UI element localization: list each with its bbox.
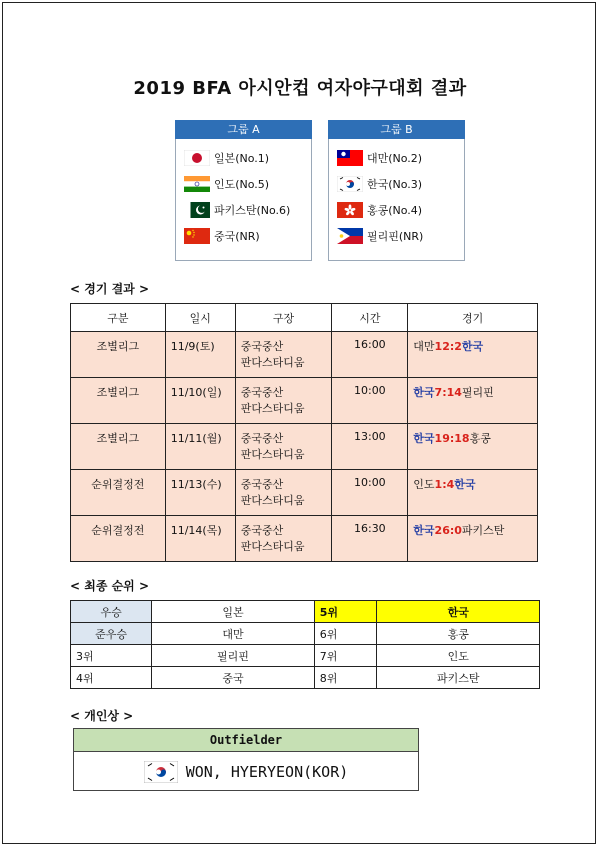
taiwan-flag-icon xyxy=(337,150,363,166)
team-label: 중국(NR) xyxy=(214,230,260,243)
header-time: 시간 xyxy=(332,304,408,332)
header-date: 일시 xyxy=(165,304,235,332)
cell-venue xyxy=(235,378,332,424)
group-a-header: 그룹 A xyxy=(175,120,312,139)
cell-venue xyxy=(235,332,332,378)
cell-date: 11/14(목) xyxy=(165,516,235,562)
rank-label: 8위 xyxy=(314,667,377,689)
cell-type: 조별리그 xyxy=(71,378,166,424)
award-category: Outfielder xyxy=(74,729,418,752)
team-philippines xyxy=(329,223,464,249)
cell-match xyxy=(408,378,538,424)
rank-team: 필리핀 xyxy=(152,645,315,667)
rank-team: 한국 xyxy=(377,601,540,623)
team-label: 인도(No.5) xyxy=(214,178,270,191)
award-winner xyxy=(74,752,418,791)
rank-label: 3위 xyxy=(71,645,152,667)
header-match: 경기 xyxy=(408,304,538,332)
rank-team: 대만 xyxy=(152,623,315,645)
cell-date: 11/10(일) xyxy=(165,378,235,424)
score: 19:18 xyxy=(434,432,470,445)
team-pakistan xyxy=(176,197,311,223)
results-heading: < 경기 결과 > xyxy=(70,282,150,296)
team1: 한국 xyxy=(413,432,435,445)
score: 26:0 xyxy=(434,524,462,537)
cell-time: 16:00 xyxy=(332,332,408,378)
table-row xyxy=(71,470,538,516)
rank-label: 우승 xyxy=(71,601,152,623)
rank-team: 인도 xyxy=(377,645,540,667)
group-a-box xyxy=(175,120,312,262)
team-korea xyxy=(329,171,464,197)
venue-line2: 판다스타디움 xyxy=(240,540,305,553)
philippines-flag-icon xyxy=(337,228,363,244)
rank-label: 4위 xyxy=(71,667,152,689)
award-heading: < 개인상 > xyxy=(70,709,134,723)
venue-line1: 중국중산 xyxy=(240,432,284,445)
cell-type: 순위결정전 xyxy=(71,516,166,562)
cell-match xyxy=(408,470,538,516)
score: 7:14 xyxy=(434,386,462,399)
cell-date: 11/13(수) xyxy=(165,470,235,516)
table-row xyxy=(71,623,540,645)
cell-match xyxy=(408,424,538,470)
team1: 대만 xyxy=(413,340,435,353)
team-japan xyxy=(176,145,311,171)
rank-label: 7위 xyxy=(314,645,377,667)
rank-label: 준우승 xyxy=(71,623,152,645)
india-flag-icon xyxy=(184,176,210,192)
pakistan-flag-icon xyxy=(184,202,210,218)
table-row xyxy=(71,667,540,689)
korea-flag-icon xyxy=(144,761,178,783)
team-label: 홍콩(No.4) xyxy=(367,204,423,217)
korea-flag-icon xyxy=(337,176,363,192)
results-table xyxy=(70,303,538,562)
score: 1:4 xyxy=(434,478,455,491)
page-title: 2019 BFA 아시안컵 여자야구대회 결과 xyxy=(133,78,467,99)
china-flag-icon xyxy=(184,228,210,244)
venue-line1: 중국중산 xyxy=(240,340,284,353)
cell-date: 11/11(월) xyxy=(165,424,235,470)
team2: 파키스탄 xyxy=(461,524,505,537)
group-b-header: 그룹 B xyxy=(328,120,465,139)
team2: 필리핀 xyxy=(461,386,494,399)
team1: 한국 xyxy=(413,524,435,537)
team-hongkong xyxy=(329,197,464,223)
cell-time: 10:00 xyxy=(332,378,408,424)
cell-time: 10:00 xyxy=(332,470,408,516)
team2: 한국 xyxy=(454,478,476,491)
rank-team: 중국 xyxy=(152,667,315,689)
rank-label: 5위 xyxy=(314,601,377,623)
table-row xyxy=(71,601,540,623)
group-b-box xyxy=(328,120,465,262)
venue-line2: 판다스타디움 xyxy=(240,494,305,507)
team-label: 대만(No.2) xyxy=(367,152,423,165)
venue-line1: 중국중산 xyxy=(240,524,284,537)
standings-heading: < 최종 순위 > xyxy=(70,579,150,593)
team-label: 일본(No.1) xyxy=(214,152,270,165)
cell-match xyxy=(408,332,538,378)
venue-line1: 중국중산 xyxy=(240,386,284,399)
header-type: 구분 xyxy=(71,304,166,332)
venue-line1: 중국중산 xyxy=(240,478,284,491)
table-row xyxy=(71,378,538,424)
score: 12:2 xyxy=(434,340,462,353)
cell-type: 순위결정전 xyxy=(71,470,166,516)
table-row xyxy=(71,645,540,667)
team1: 인도 xyxy=(413,478,435,491)
hongkong-flag-icon xyxy=(337,202,363,218)
results-header-row xyxy=(71,304,538,332)
award-box xyxy=(73,728,419,791)
team2: 한국 xyxy=(461,340,484,353)
venue-line2: 판다스타디움 xyxy=(240,402,305,415)
cell-match xyxy=(408,516,538,562)
team-taiwan xyxy=(329,145,464,171)
team2: 홍콩 xyxy=(469,432,491,445)
rank-team: 홍콩 xyxy=(377,623,540,645)
table-row xyxy=(71,332,538,378)
cell-time: 13:00 xyxy=(332,424,408,470)
team-label: 필리핀(NR) xyxy=(367,230,424,243)
standings-table xyxy=(70,600,540,689)
team1: 한국 xyxy=(413,386,435,399)
cell-type: 조별리그 xyxy=(71,332,166,378)
cell-date: 11/9(토) xyxy=(165,332,235,378)
cell-type: 조별리그 xyxy=(71,424,166,470)
cell-venue xyxy=(235,516,332,562)
venue-line2: 판다스타디움 xyxy=(240,448,305,461)
cell-venue xyxy=(235,470,332,516)
team-label: 파키스탄(No.6) xyxy=(214,204,291,217)
cell-venue xyxy=(235,424,332,470)
team-china xyxy=(176,223,311,249)
venue-line2: 판다스타디움 xyxy=(240,356,305,369)
rank-team: 일본 xyxy=(152,601,315,623)
award-player-name: WON, HYERYEON(KOR) xyxy=(185,762,349,781)
cell-time: 16:30 xyxy=(332,516,408,562)
table-row xyxy=(71,516,538,562)
team-india xyxy=(176,171,311,197)
japan-flag-icon xyxy=(184,150,210,166)
rank-label: 6위 xyxy=(314,623,377,645)
table-row xyxy=(71,424,538,470)
header-venue: 구장 xyxy=(235,304,332,332)
rank-team: 파키스탄 xyxy=(377,667,540,689)
team-label: 한국(No.3) xyxy=(367,178,423,191)
